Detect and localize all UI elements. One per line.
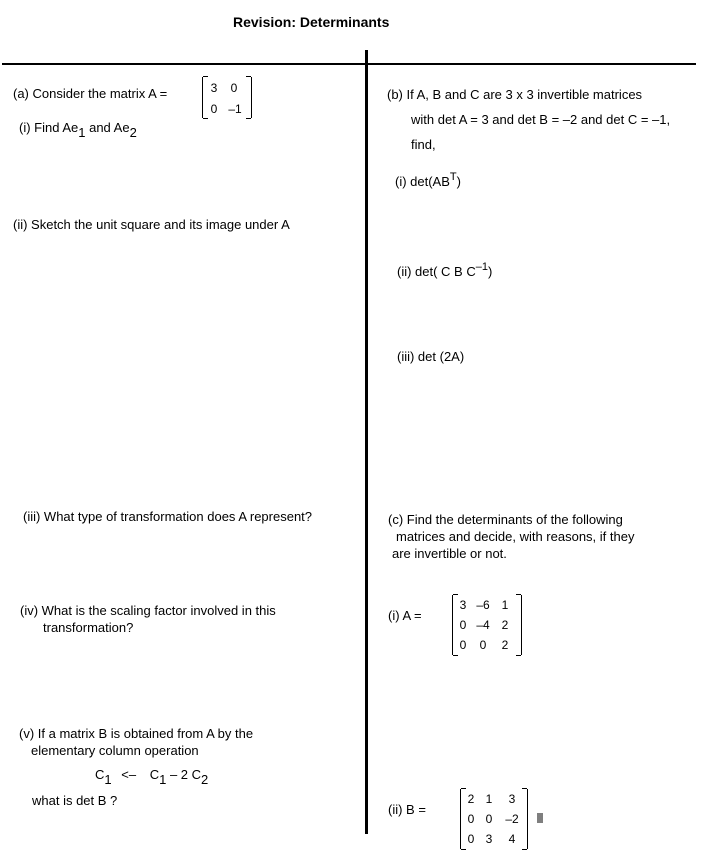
matrix-c-i-cell: 0 xyxy=(459,638,467,652)
question-b-iii: (iii) det (2A) xyxy=(397,349,465,364)
question-b-ii-suffix: ) xyxy=(487,264,493,279)
question-b-i-suffix: ) xyxy=(456,174,461,189)
matrix-a-cell: 0 xyxy=(210,102,218,116)
question-a-iv-line2: transformation? xyxy=(43,620,134,635)
matrix-c-i-cell: 0 xyxy=(459,618,467,632)
matrix-c-i-3x3 xyxy=(452,595,522,655)
matrix-c-ii-cell: 1 xyxy=(485,792,493,806)
question-a-v-line3: what is det B ? xyxy=(32,793,118,808)
question-a-ii: (ii) Sketch the unit square and its image under A xyxy=(13,217,290,232)
matrix-c-i-cell: –4 xyxy=(476,618,490,632)
question-c-line3: are invertible or not. xyxy=(392,546,507,561)
question-a-iii: (iii) What type of transformation does A represent? xyxy=(23,509,313,524)
matrix-c-i-cell: 2 xyxy=(501,638,509,652)
matrix-c-ii-3x3 xyxy=(460,789,528,849)
subscript: 1 xyxy=(104,772,112,787)
subscript: 2 xyxy=(129,125,137,140)
matrix-c-i-cell: 3 xyxy=(459,598,467,612)
matrix-a-cell: –1 xyxy=(228,102,242,116)
superscript: –1 xyxy=(475,261,488,273)
matrix-a-2x2 xyxy=(202,77,252,118)
matrix-c-ii-cell: 3 xyxy=(485,832,493,846)
op-minus: – 2 C xyxy=(166,767,202,782)
question-b-i xyxy=(395,171,461,189)
question-a-i-prefix: (i) Find Ae xyxy=(19,120,79,135)
question-a-i xyxy=(19,120,137,140)
question-c-ii-label: (ii) B = xyxy=(388,802,426,817)
op-arrow: <– xyxy=(121,767,137,782)
matrix-c-ii-cell: 0 xyxy=(467,812,475,826)
matrix-c-ii-cell: 4 xyxy=(508,832,516,846)
op-c1: C xyxy=(95,767,105,782)
page-title: Revision: Determinants xyxy=(233,14,390,30)
question-a-v-line2: elementary column operation xyxy=(31,743,199,758)
matrix-c-ii-cell: –2 xyxy=(505,812,519,826)
question-a-v-line1: (v) If a matrix B is obtained from A by the xyxy=(19,726,254,741)
question-c-i-label: (i) A = xyxy=(388,608,422,623)
matrix-c-ii-cell: 0 xyxy=(485,812,493,826)
question-b-line3: find, xyxy=(411,137,436,152)
question-a-intro: (a) Consider the matrix A = xyxy=(13,86,168,101)
question-b-line1: (b) If A, B and C are 3 x 3 invertible matrices xyxy=(387,87,643,102)
question-b-ii-prefix: (ii) det( C B C xyxy=(397,264,476,279)
subscript: 1 xyxy=(159,772,167,787)
matrix-a-cell: 3 xyxy=(210,81,218,95)
question-b-i-prefix: (i) det(AB xyxy=(395,174,450,189)
matrix-c-ii-cell: 2 xyxy=(467,792,475,806)
question-a-iv-line1: (iv) What is the scaling factor involved in this xyxy=(20,603,276,618)
column-divider xyxy=(365,50,368,834)
question-b-ii xyxy=(397,261,493,279)
text-cursor xyxy=(537,813,543,823)
question-c-line1: (c) Find the determinants of the following xyxy=(388,512,623,527)
column-operation xyxy=(95,767,209,787)
matrix-c-i-cell: 2 xyxy=(501,618,509,632)
matrix-c-i-cell: –6 xyxy=(476,598,490,612)
matrix-c-ii-cell: 3 xyxy=(508,792,516,806)
question-a-i-mid: and Ae xyxy=(85,120,130,135)
subscript: 1 xyxy=(78,125,86,140)
header-divider xyxy=(2,63,696,65)
op-c1b: C xyxy=(149,767,160,782)
matrix-c-i-cell: 1 xyxy=(501,598,509,612)
question-b-line2: with det A = 3 and det B = –2 and det C = –1, xyxy=(411,112,671,127)
subscript: 2 xyxy=(201,772,209,787)
superscript: T xyxy=(449,171,457,183)
matrix-c-i-cell: 0 xyxy=(479,638,487,652)
matrix-a-cell: 0 xyxy=(230,81,238,95)
matrix-c-ii-cell: 0 xyxy=(467,832,475,846)
question-c-line2: matrices and decide, with reasons, if they xyxy=(396,529,635,544)
